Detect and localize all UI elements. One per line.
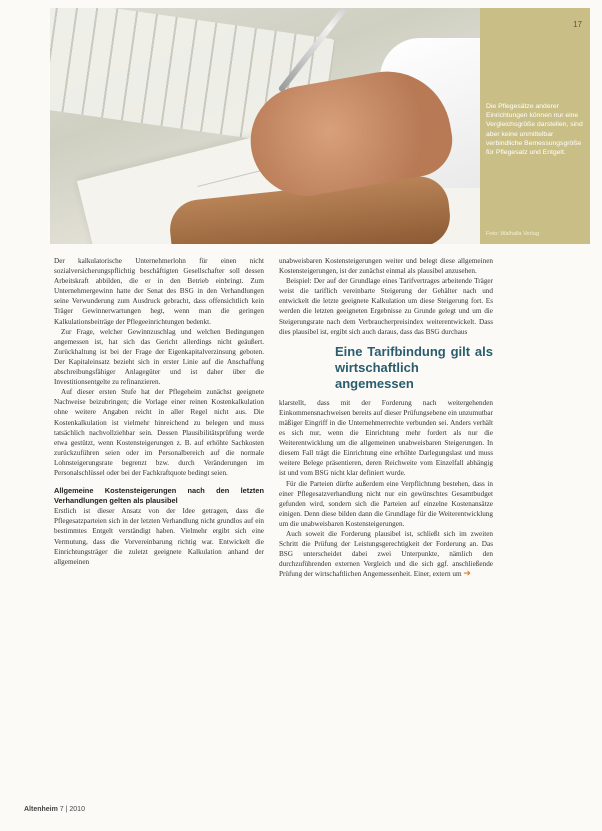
caption-sidebar: [480, 8, 590, 244]
continue-arrow-icon: ➔: [463, 569, 471, 580]
paragraph: [279, 529, 493, 579]
paragraph: Der kalkulatorische Unternehmerlohn für einen nicht sozialversicherungspflichtig beschäftigten Gesellschafter soll dessen Arbeitskraft abbilden, die er in den Betrieb einbringt. Zum Unternehmergewinn hatte der Senat des BSG in den Verhandlungen seine Verwunderung zum Ausdruck gebracht, dass offensichtlich kein Träger Gewinnerwartungen hegt, wenn man die geringen Kalkulationsbeiträge der Pflegeeinrichtungen bedenkt.: [54, 257, 264, 326]
issue-number: 7 | 2010: [59, 806, 85, 813]
paragraph: Erstlich ist dieser Ansatz von der Idee getragen, dass die Pflegesatzparteien sich in der letzten Verhandlung nicht grundlos auf ein bestimmtes Entgelt verständigt haben. Vielmehr ergibt sich eine Vermutung, dass die Vorvereinbarung richtig war. Entwickelt die Einrichtungsträger die zuletzt geeignete Kalkulation anhand der allgemeinen: [54, 507, 264, 566]
photo-caption: Die Pflegesätze anderer Einrichtungen können nur eine Vergleichsgröße darstellen, sind aber keine unmittelbar verbindliche Bemessungsgröße für Pflegesatz und Entgelt.: [486, 103, 583, 157]
paragraph: Zur Frage, welcher Gewinnzuschlag und welchen Bedingungen angemessen ist, hat sich das Gericht allerdings nicht geäußert. Zurückhaltung ist bei der Frage der Eigenkapitalverzinsung geboten. Der Kapitaleinsatz bezieht sich in erster Linie auf die Anschaffung abschreibungsfähiger Anlagegüter und ist daher über die Investitionsentgelte zu refinanzieren.: [54, 327, 264, 387]
page-number: 17: [573, 20, 582, 29]
paragraph: klarstellt, dass mit der Forderung nach weitergehenden Einkommensnachweisen bereits auf dieser Prüfungsebene ein unzumutbar mäßiger Eingriff in die Unternehmerrechte verbunden sei. Anders verhält es sich nur, wenn die Einrichtung mehr fordert als nur die Weiterentwicklung um die allgemeinen unabweisbaren Steigerungen. In diesem Fall trägt die Einrichtung eine erhöhte Darlegungslast und muss weitere Belege präsentieren, deren Reichweite vom Einzelfall abhängig ist und vom BSG nicht klar definiert wurde.: [279, 398, 493, 478]
section-subheading: Allgemeine Kostensteigerungen nach den letzten Verhandlungen gelten als plausibel: [54, 486, 264, 505]
pull-headline: Eine Tarifbindung gilt als wirtschaftlich angemessen: [335, 343, 493, 391]
photo-credit: Foto: Walhalla Verlag: [486, 231, 539, 237]
paragraph: Auf dieser ersten Stufe hat der Pflegeheim zunächst geeignete Nachweise beizubringen; die Vorlage einer reinen Kostenkalkulation ohne weitere Angaben reicht in aller Regel nicht aus. Die Kostenkalkulation ist vielmehr hinreichend zu belegen und muss tatsächlich nachvollziehbar sein. Dessen Plausibilitätsprüfung werde etwa gestützt, wenn Kostensteigerungen z. B. auf erhöhte Sachkosten zurückzuführen seien oder im Personalbereich auf die normale Lohnsteigerungsrate begrenzt bzw. durch Veränderungen im Personalschlüssel oder bei der Fachkraftquote bedingt seien.: [54, 388, 264, 477]
paragraph: unabweisbaren Kostensteigerungen weiter und belegt diese allgemeinen Kostensteigerungen, ist der zunächst einmal als plausibel anzusehen.: [279, 257, 493, 276]
header-photo: [50, 8, 480, 244]
paragraph-text: Auch soweit die Forderung plausibel ist, schließt sich im zweiten Schritt die Prüfung der Leistungsgerechtigkeit der Forderung an. Das BSG unterscheidet dabei zwei Unterpunkte, nämlich den durchzuführenden externen Vergleich und die sich ggf. anschließende Prüfung der wirtschaftlichen Angemessenheit. Einer, extern um: [279, 529, 493, 579]
left-column: [54, 256, 264, 567]
paragraph: Beispiel: Der auf der Grundlage eines Tarifvertrages arbeitende Träger weist die tariflich vereinbarte Steigerung der Gehälter nach und entwickelt die letzte geeignete Kalkulation um diese Steigerung fort. Es werden die letzten geeigneten Ergebnisse zu Grunde gelegt und um die Steigerungsrate nach dem Verbraucherpreisindex weiterentwickelt. Dass dies plausibel ist, ergibt sich auch daraus, dass das BSG durchaus: [279, 277, 493, 336]
paragraph: Für die Parteien dürfte außerdem eine Verpflichtung bestehen, dass in einer Pflegesatzverhandlung nicht nur ein gewünschtes Gesamtbudget gefunden wird, sondern sich die Parteien auf einzelne Kostenansätze einigen. Denn diese bilden dann die Grundlage für die Weiterentwicklung um die unabweisbaren Kostensteigerungen.: [279, 479, 493, 528]
right-column: [279, 256, 493, 579]
magazine-name: Altenheim: [24, 806, 58, 813]
page-footer: [24, 806, 85, 813]
